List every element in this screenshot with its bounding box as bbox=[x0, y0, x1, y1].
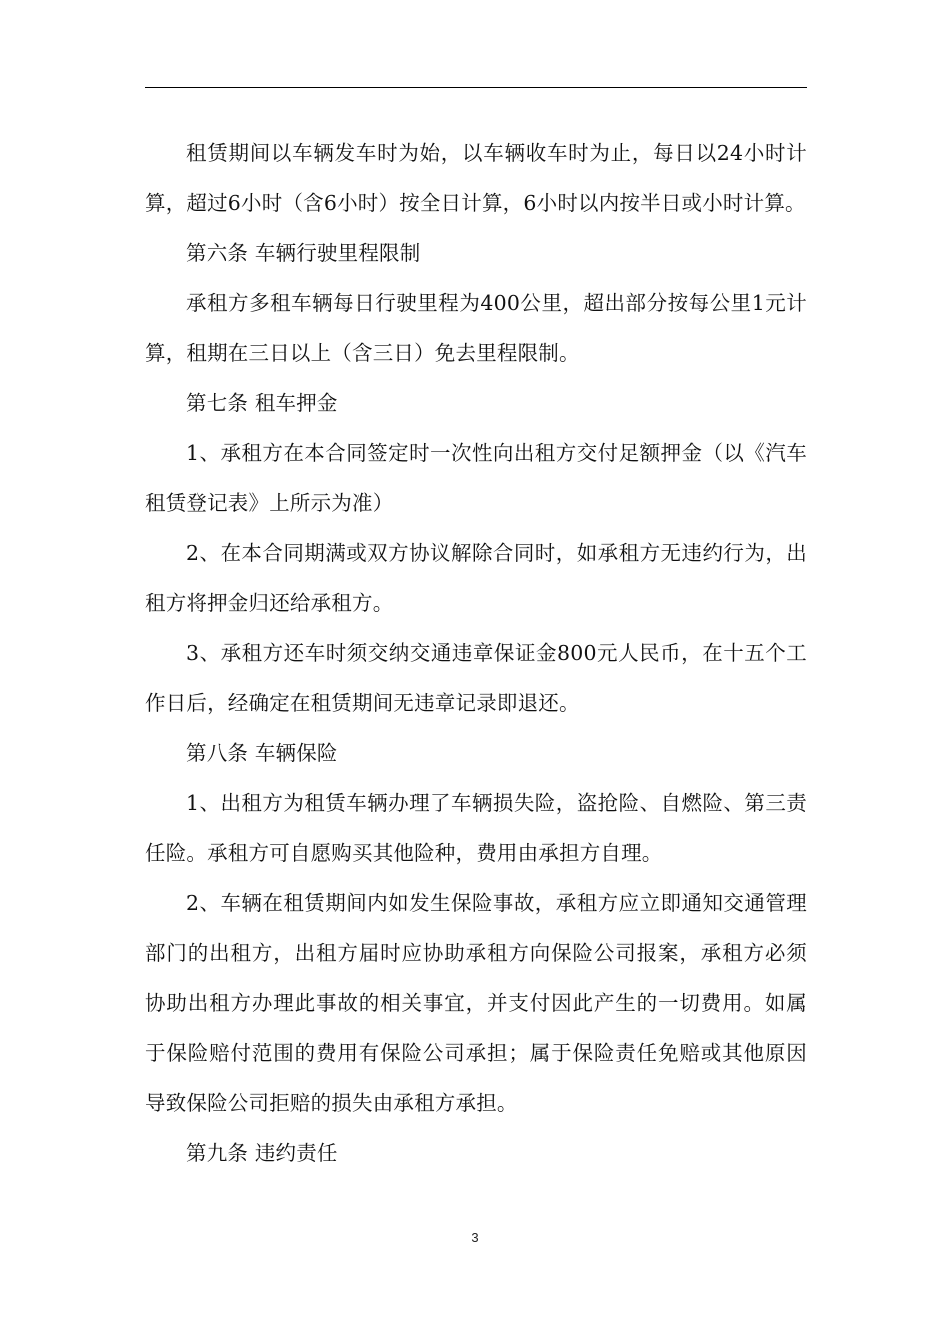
header-rule bbox=[145, 87, 807, 88]
paragraph-deposit-1: 1、承租方在本合同签定时一次性向出租方交付足额押金（以《汽车租赁登记表》上所示为准） bbox=[145, 441, 807, 515]
heading-article-9: 第九条 违约责任 bbox=[186, 1141, 338, 1165]
paragraph-deposit-3: 3、承租方还车时须交纳交通违章保证金800元人民币，在十五个工作日后，经确定在租赁期间无违章记录即退还。 bbox=[145, 641, 807, 715]
page-number: 3 bbox=[471, 1230, 479, 1245]
paragraph-deposit-2: 2、在本合同期满或双方协议解除合同时，如承租方无违约行为，出租方将押金归还给承租方。 bbox=[145, 541, 807, 615]
paragraph-rental-period: 租赁期间以车辆发车时为始，以车辆收车时为止，每日以24小时计算，超过6小时（含6小时）按全日计算，6小时以内按半日或小时计算。 bbox=[145, 141, 807, 215]
heading-article-8: 第八条 车辆保险 bbox=[186, 741, 338, 765]
paragraph-mileage-limit: 承租方多租车辆每日行驶里程为400公里，超出部分按每公里1元计算，租期在三日以上（含三日）免去里程限制。 bbox=[145, 291, 807, 365]
document-body bbox=[145, 128, 807, 1178]
heading-article-7: 第七条 租车押金 bbox=[186, 391, 338, 415]
paragraph-insurance-1: 1、出租方为租赁车辆办理了车辆损失险，盗抢险、自燃险、第三责任险。承租方可自愿购买其他险种，费用由承担方自理。 bbox=[145, 791, 807, 865]
paragraph-insurance-2: 2、车辆在租赁期间内如发生保险事故，承租方应立即通知交通管理部门的出租方，出租方届时应协助承租方向保险公司报案，承租方必须协助出租方办理此事故的相关事宜，并支付因此产生的一切费用。如属于保险赔付范围的费用有保险公司承担；属于保险责任免赔或其他原因导致保险公司拒赔的损失由承租方承担。 bbox=[145, 891, 807, 1115]
heading-article-6: 第六条 车辆行驶里程限制 bbox=[186, 241, 421, 265]
